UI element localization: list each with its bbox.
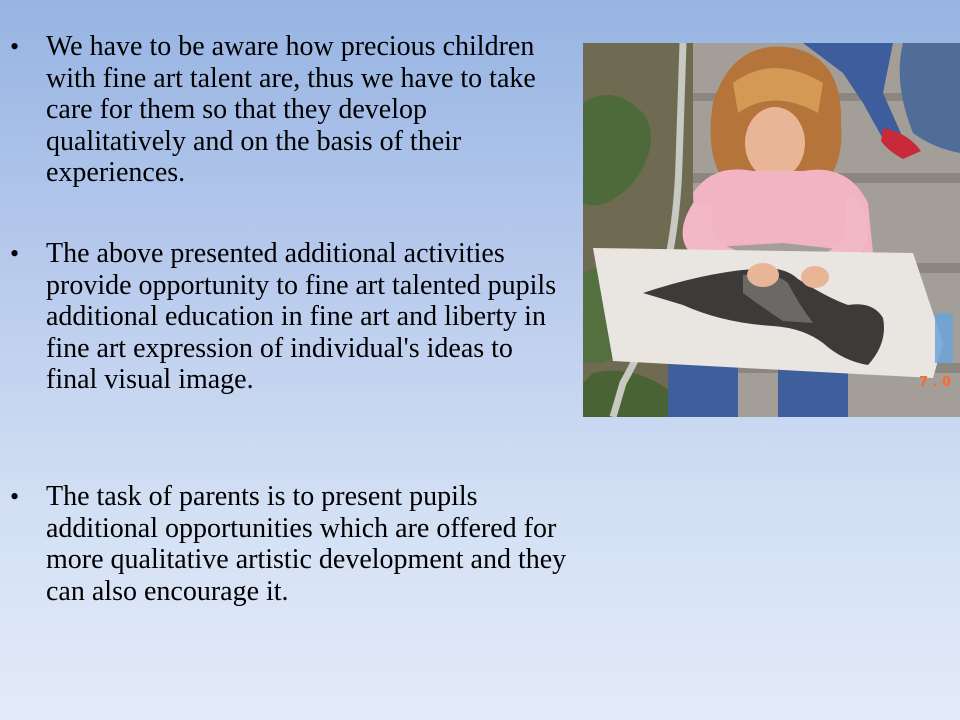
bullet-text: We have to be aware how precious children with fine art talent are, thus we have to take care for them so that they develop qualitatively and on the basis of their experiences. [46, 31, 536, 188]
photo-date-stamp: 7 . 0 [919, 375, 952, 390]
bullet-symbol: • [10, 239, 20, 268]
photo-girl-drawing [583, 43, 960, 417]
bullet-text: The above presented additional activities provide opportunity to fine art talented pupils additional education in fine art and liberty in fine art expression of individual's ideas to final visual image. [46, 238, 557, 395]
bullet-text: The task of parents is to present pupils additional opportunities which are offered for more qualitative artistic development and they can also encourage it. [46, 481, 567, 607]
bullet-symbol: • [10, 482, 20, 511]
bullet-symbol: • [10, 32, 20, 61]
photo-illustration [583, 43, 960, 417]
